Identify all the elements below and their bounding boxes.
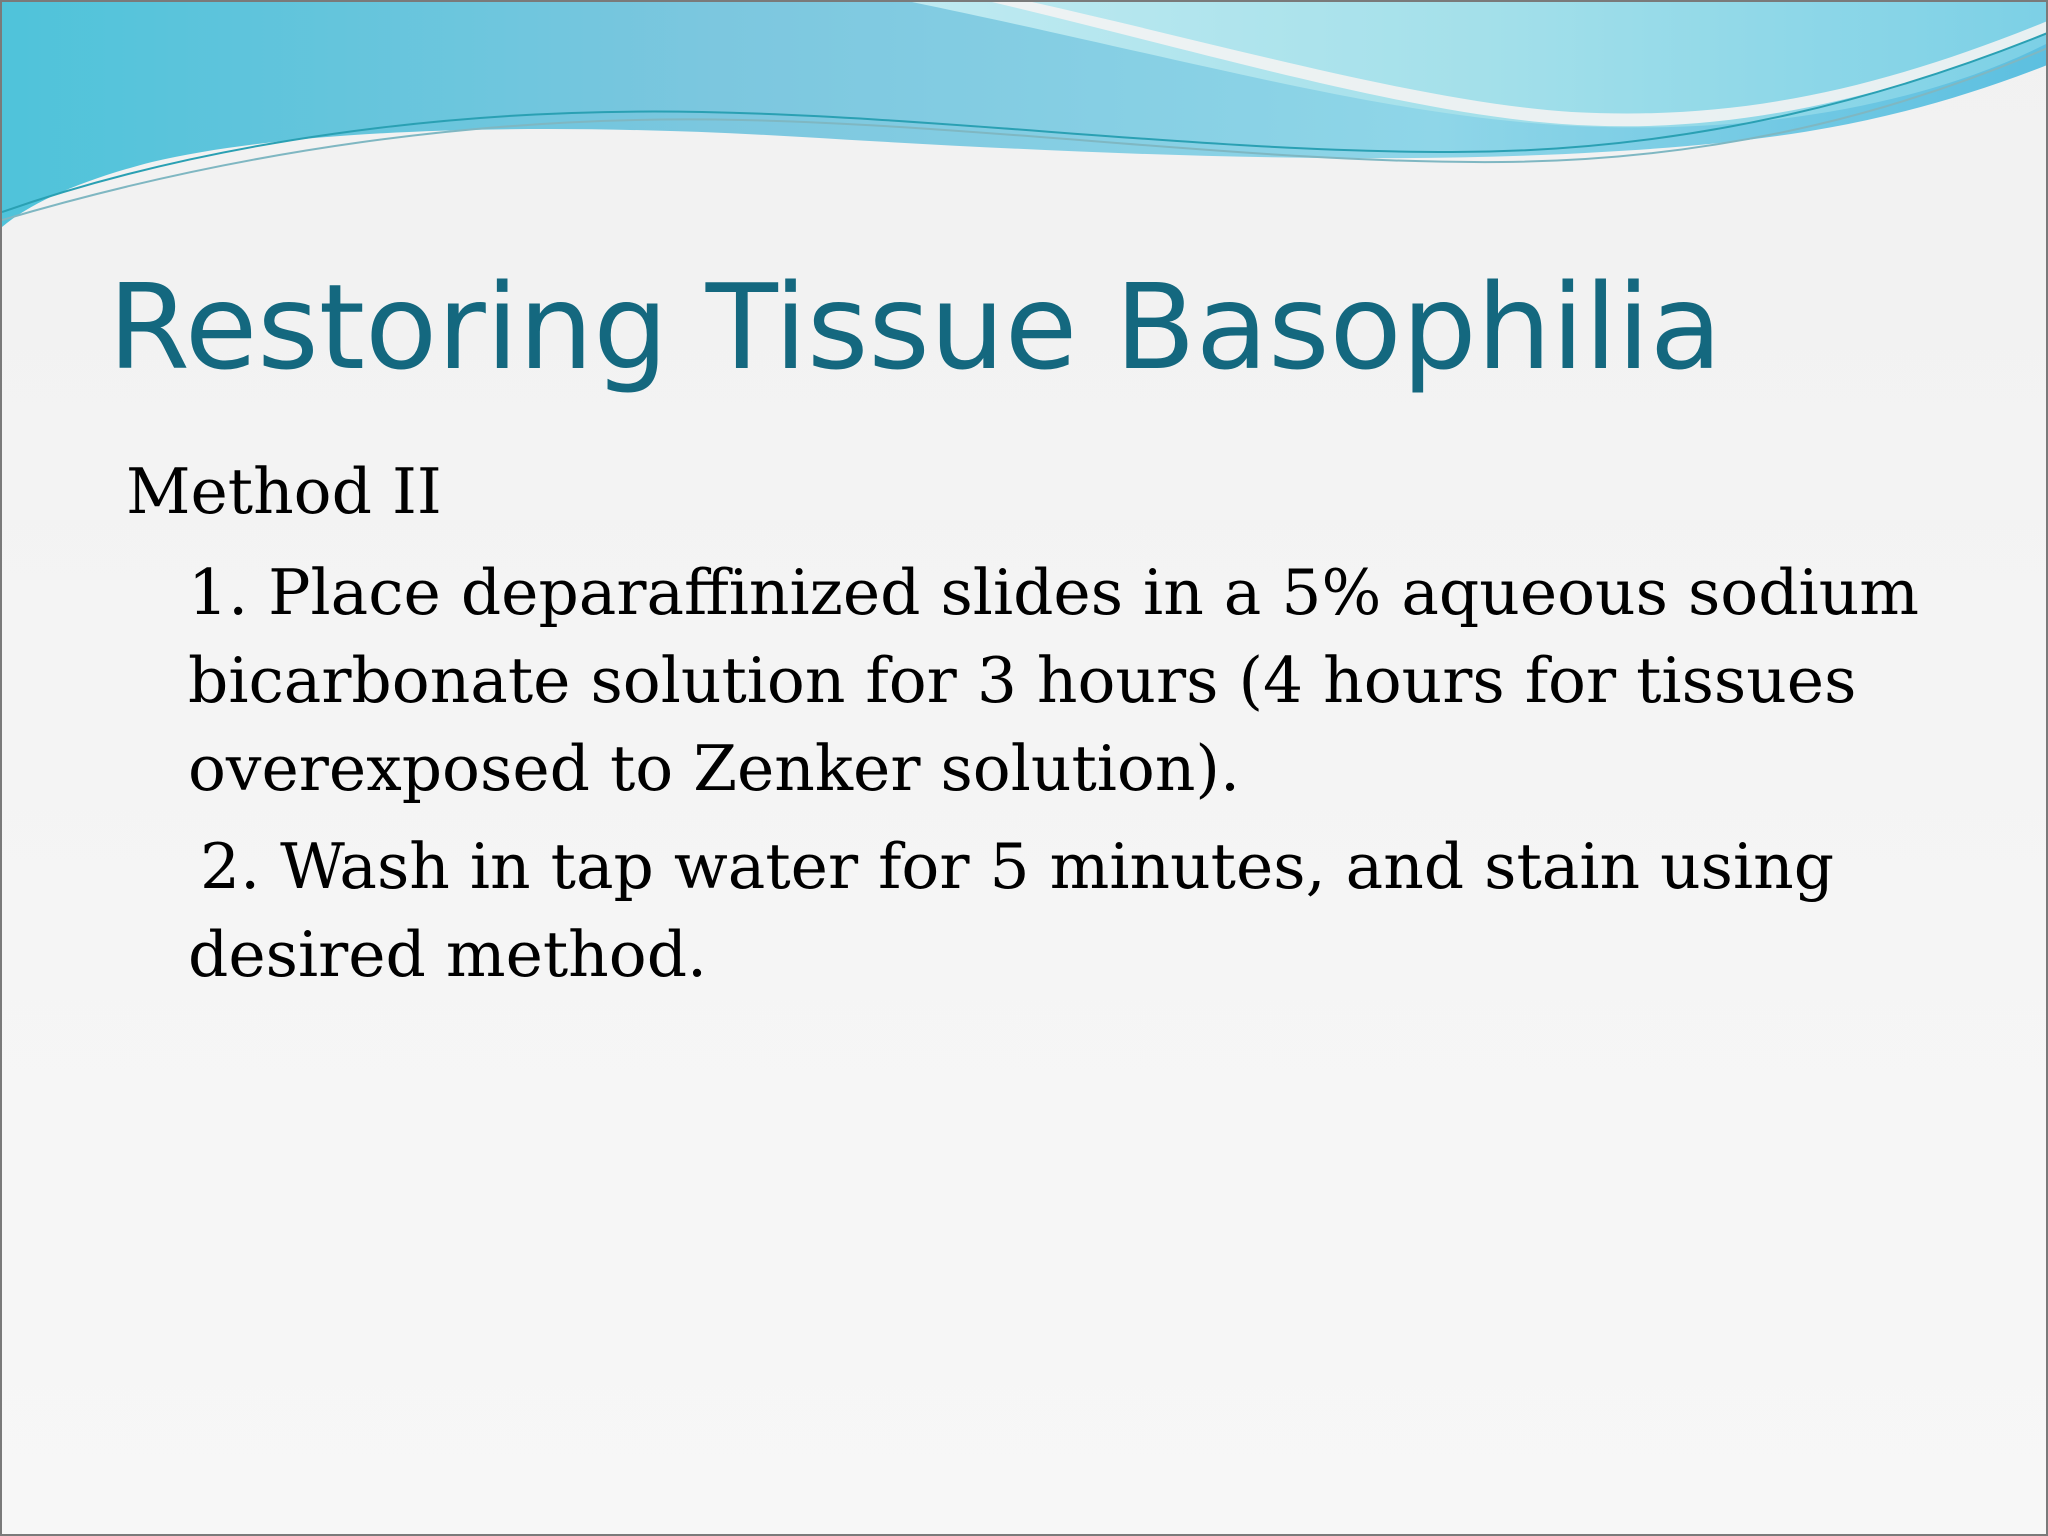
step-1: 1. Place deparaffinized slides in a 5% aqueous sodium bicarbonate solution for 3 hours (4 hours for tissues overexposed to Zenker solution). <box>188 556 1920 805</box>
step-2: 2. Wash in tap water for 5 minutes, and stain using desired method. <box>188 830 1835 991</box>
header-wave-decoration <box>2 2 2048 242</box>
method-label: Method II <box>126 455 442 528</box>
slide-body <box>126 447 1946 1009</box>
slide-title: Restoring Tissue Basophilia <box>108 258 1723 396</box>
